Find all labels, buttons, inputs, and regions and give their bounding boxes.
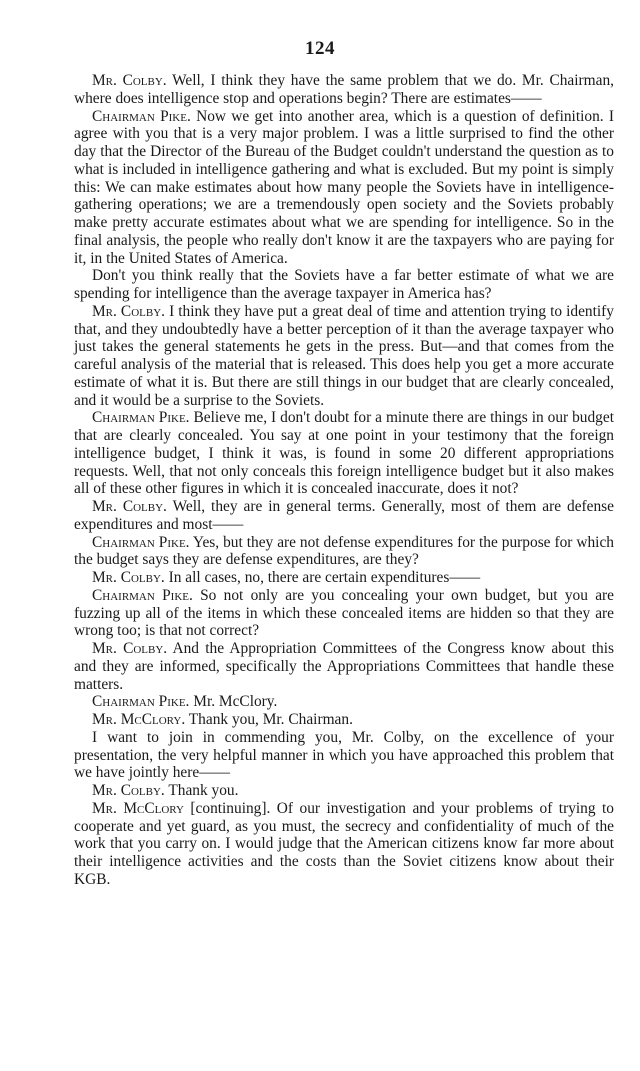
speaker-name: Mr. McClory. (92, 711, 186, 728)
paragraph-text: And the Appropriation Committees of the Congress know about this and they are informed, specifically the Appropriations Committees that handle these matters. (74, 640, 614, 693)
speaker-name: Mr. Colby. (92, 569, 165, 586)
speaker-name: Chairman Pike. (92, 693, 190, 711)
speaker-name: Mr. Colby. (92, 640, 168, 657)
paragraph-text: Don't you think really that the Soviets have a far better estimate of what we are spending for intelligence than the average taxpayer in America has? (74, 267, 614, 302)
speaker-name: Mr. McClory (92, 799, 184, 817)
transcript-paragraph (74, 303, 614, 410)
transcript-paragraph (74, 782, 614, 800)
paragraph-text: Mr. McClory. (189, 693, 278, 711)
speaker-name: Mr. Colby. (92, 302, 165, 320)
transcript-body (74, 72, 614, 889)
paragraph-text: I think they have put a great deal of time and attention trying to identify that, and they undoubtedly have a better perception of it than the average taxpayer who just takes the general statements he gets in the press. But—and that comes from the careful analysis of the material that is released. This does help you get a more accurate estimate of what it is. But there are still things in our budget that are clearly concealed, and it would be a surprise to the Soviets. (74, 302, 614, 409)
transcript-paragraph (74, 569, 614, 587)
speaker-name: Chairman Pike. (92, 586, 193, 604)
transcript-paragraph (74, 108, 614, 268)
transcript-paragraph (74, 729, 614, 782)
transcript-paragraph (74, 800, 614, 889)
transcript-paragraph (74, 587, 614, 640)
paragraph-text: Thank you. (164, 782, 239, 799)
transcript-paragraph (74, 534, 614, 570)
transcript-paragraph (74, 693, 614, 711)
paragraph-text: I want to join in commending you, Mr. Colby, on the excellence of your presentation, the very helpful manner in which you have approached this problem that we have jointly here—— (74, 728, 614, 782)
paragraph-text: Yes, but they are not defense expenditures for the purpose for which the budget says they are defense expenditures, are they? (74, 533, 614, 569)
paragraph-text: [continuing]. Of our investigation and your problems of trying to cooperate and yet guard, as you must, the secrecy and confidentiality of much of the work that you carry on. I would judge that the American citizens know far more about their intelligence activities and the costs than the Soviet citizens know about their KGB. (74, 799, 614, 888)
paragraph-text: In all cases, no, there are certain expenditures—— (164, 569, 481, 586)
transcript-paragraph (74, 267, 614, 303)
speaker-name: Mr. Colby. (92, 782, 165, 799)
page-number: 124 (305, 38, 335, 59)
speaker-name: Mr. Colby. (92, 72, 167, 89)
paragraph-text: Now we get into another area, which is a question of definition. I agree with you that is a very major problem. I was a little surprised to find the other day that the Director of the Bureau of the Budget couldn't understand the question as to what is included in intelligence gathering and what is excluded. But my point is simply this: We can make estimates about how many people the Soviets have in intelligence-gathering operations; we are a tremendously open society and the Soviets probably make pretty accurate estimates about what we are spending for intelligence. So in the final analysis, the people who really don't know it are the taxpayers who are paying for it, in the United States of America. (74, 107, 615, 267)
transcript-paragraph (74, 72, 614, 108)
speaker-name: Mr. Colby. (92, 498, 167, 515)
speaker-name: Chairman Pike. (92, 409, 190, 427)
speaker-name: Chairman Pike. (92, 107, 191, 125)
transcript-paragraph (74, 409, 614, 498)
transcript-paragraph (74, 711, 614, 729)
paragraph-text: Thank you, Mr. Chairman. (185, 711, 353, 728)
transcript-paragraph (74, 498, 614, 534)
paragraph-text: Believe me, I don't doubt for a minute there are things in our budget that are clearly concealed. You say at one point in your testimony that the foreign intelligence budget, I think it was, is found in some 20 different appropriations requests. Well, that not only conceals this foreign intelligence budget but it also makes all of these other figures in which it is concealed inaccurate, does it not? (74, 409, 614, 498)
paragraph-text: Well, I think they have the same problem that we do. Mr. Chairman, where does intelligence stop and operations begin? There are estimates—— (74, 72, 614, 107)
speaker-name: Chairman Pike. (92, 533, 190, 551)
transcript-paragraph (74, 640, 614, 693)
paragraph-text: Well, they are in general terms. Generally, most of them are defense expenditures and most—— (74, 498, 614, 533)
paragraph-text: So not only are you concealing your own budget, but you are fuzzing up all of the items in which these concealed items are hidden so that they are wrong too; is that not correct? (74, 586, 615, 640)
